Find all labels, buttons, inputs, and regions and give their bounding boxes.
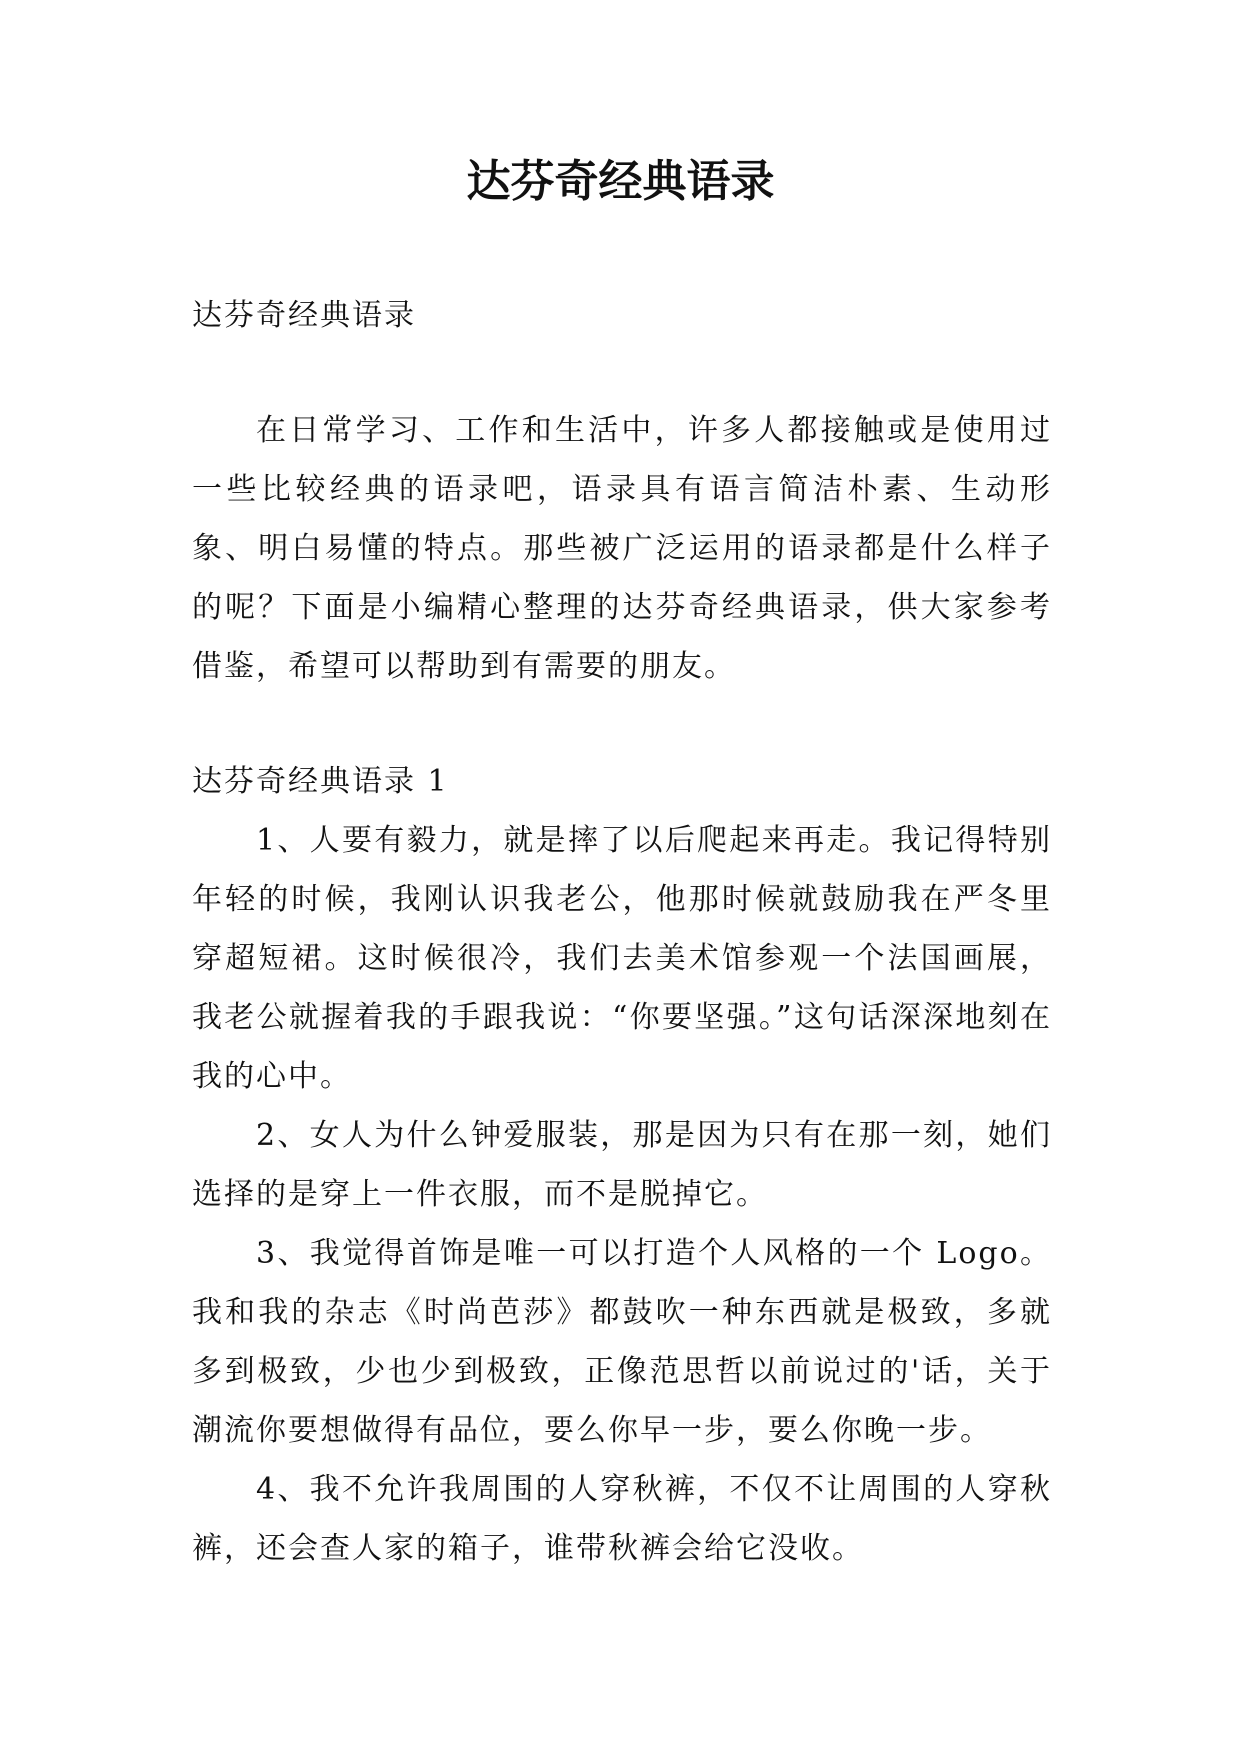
document-title: 达芬奇经典语录 xyxy=(466,156,775,207)
intro-paragraph: 在日常学习、工作和生活中，许多人都接触或是使用过一些比较经典的语录吧，语录具有语言简洁朴素、生动形象、明白易懂的特点。那些被广泛运用的语录都是什么样子的呢？下面是小编精心整理的达芬奇经典语录，供大家参考借鉴，希望可以帮助到有需要的朋友。 xyxy=(192,413,1052,684)
spacer xyxy=(192,345,1052,401)
quote-4: 4、我不允许我周围的人穿秋裤，不仅不让周围的人穿秋裤，还会查人家的箱子，谁带秋裤会给它没收。 xyxy=(192,1472,1052,1566)
spacer xyxy=(192,696,1052,752)
quote-2: 2、女人为什么钟爱服装，那是因为只有在那一刻，她们选择的是穿上一件衣服，而不是脱掉它。 xyxy=(192,1118,1052,1212)
quote-1: 1、人要有毅力，就是摔了以后爬起来再走。我记得特别年轻的时候，我刚认识我老公，他那时候就鼓励我在严冬里穿超短裙。这时候很冷，我们去美术馆参观一个法国画展，我老公就握着我的手跟我说：“你要坚强。”这句话深深地刻在我的心中。 xyxy=(192,823,1052,1094)
quote-3: 3、我觉得首饰是唯一可以打造个人风格的一个 Logo。我和我的杂志《时尚芭莎》都鼓吹一种东西就是极致，多就多到极致，少也少到极致，正像范思哲以前说过的'话，关于潮流你要想做得有品位，要么你早一步，要么你晚一步。 xyxy=(192,1236,1052,1448)
section-title: 达芬奇经典语录 1 xyxy=(192,764,449,799)
document-body xyxy=(192,286,1052,1578)
document-subtitle: 达芬奇经典语录 xyxy=(192,298,416,333)
